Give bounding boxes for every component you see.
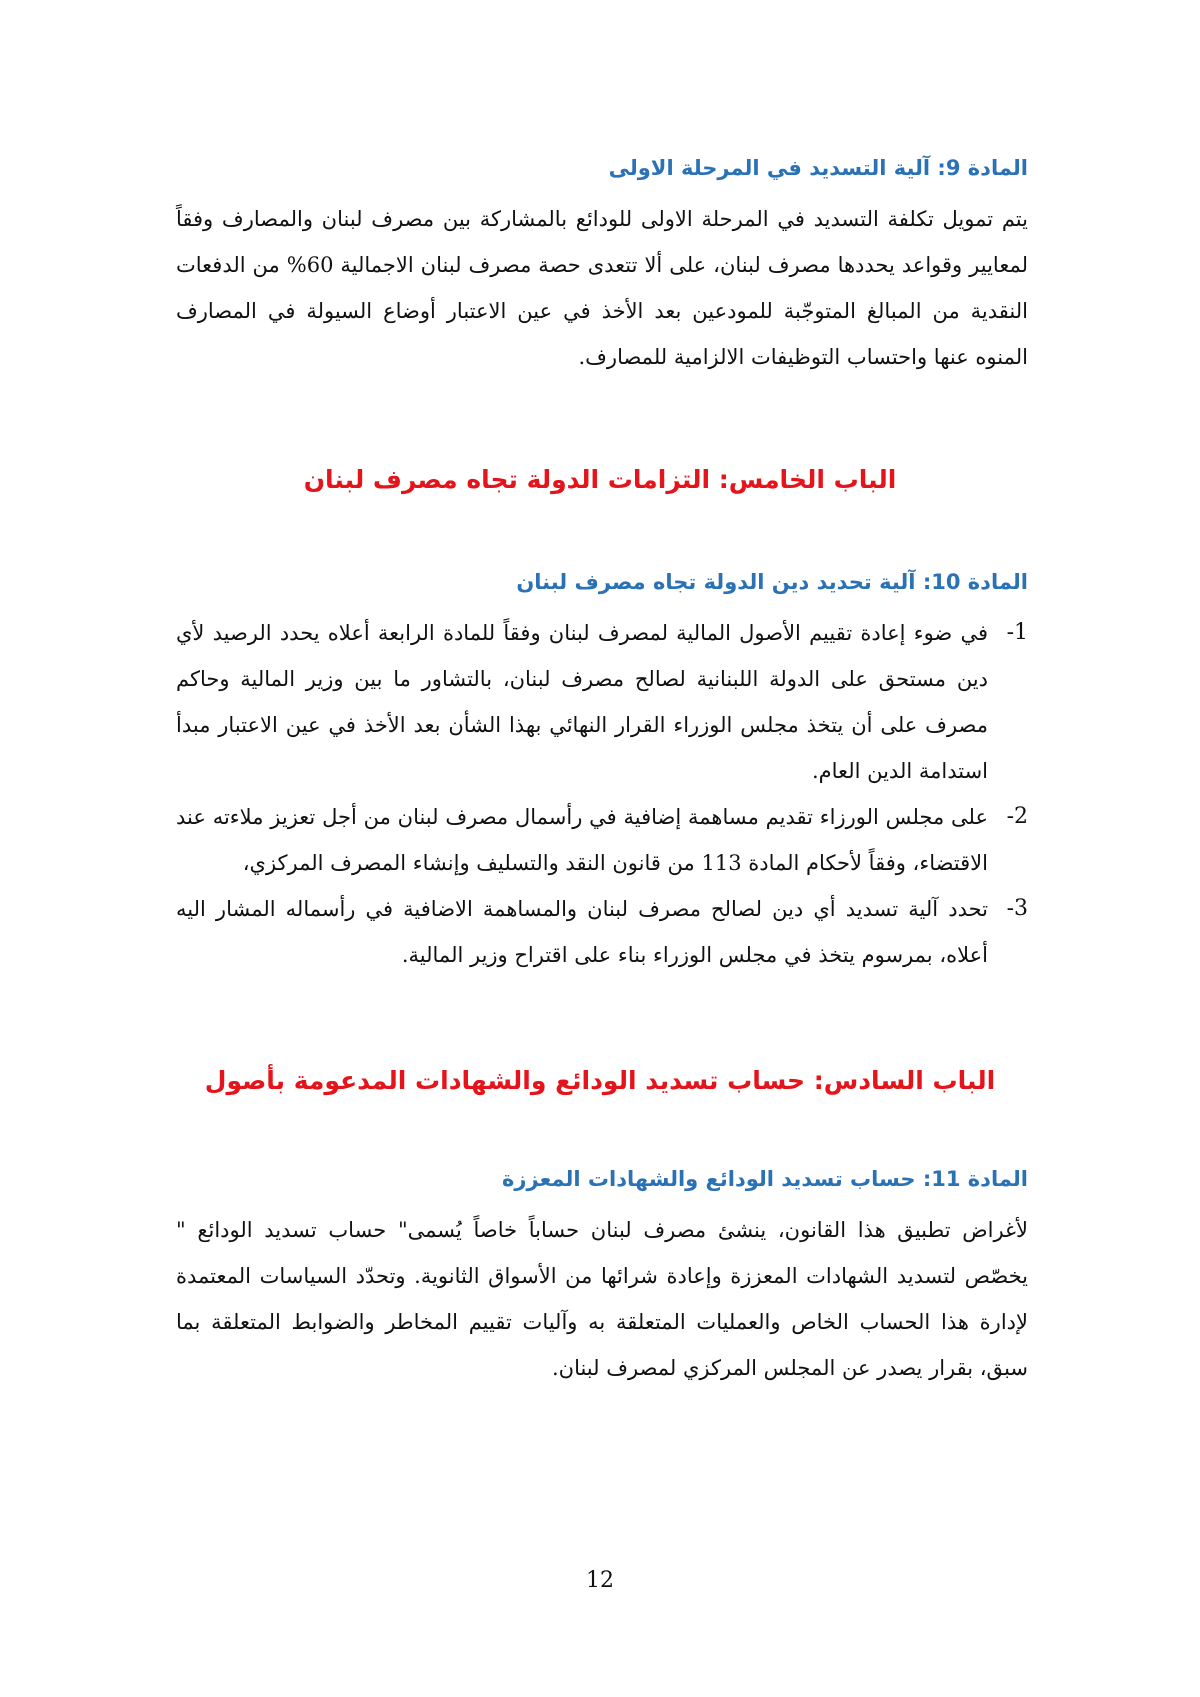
article-9-body-block <box>176 196 1028 380</box>
list-item <box>176 886 1028 978</box>
article-10-title: المادة 10: آلية تحديد دين الدولة تجاه مصرف لبنان <box>516 570 1028 594</box>
list-item-text: تحدد آلية تسديد أي دين لصالح مصرف لبنان والمساهمة الاضافية في رأسماله المشار اليه أعلاه، بمرسوم يتخذ في مجلس الوزراء بناء على اقتراح وزير المالية. <box>176 897 988 967</box>
list-item-number: 2- <box>1006 804 1028 829</box>
article-11-body: لأغراض تطبيق هذا القانون، ينشئ مصرف لبنان حساباً خاصاً يُسمى" حساب تسديد الودائع " يخصّص لتسديد الشهادات المعززة وإعادة شرائها من الأسواق الثانوية. وتحدّد السياسات المعتمدة لإدارة هذا الحساب الخاص والعمليات المتعلقة به وآليات تقييم المخاطر والضوابط المتعلقة بما سبق، بقرار يصدر عن المجلس المركزي لمصرف لبنان. <box>176 1218 1028 1380</box>
list-item <box>176 610 1028 794</box>
list-item-number: 1- <box>1006 620 1028 645</box>
article-11-title: المادة 11: حساب تسديد الودائع والشهادات المعززة <box>502 1167 1028 1191</box>
chapter-6-title: الباب السادس: حساب تسديد الودائع والشهادات المدعومة بأصول <box>204 1066 996 1095</box>
page-number: 12 <box>586 1568 614 1593</box>
list-item-text: على مجلس الورزاء تقديم مساهمة إضافية في رأسمال مصرف لبنان من أجل تعزيز ملاءته عند الاقتضاء، وفقاً لأحكام المادة 113 من قانون النقد والتسليف وإنشاء المصرف المركزي، <box>176 805 988 875</box>
article-11-body-block <box>176 1207 1028 1391</box>
article-9-title: المادة 9: آلية التسديد في المرحلة الاولى <box>608 156 1028 180</box>
list-item-number: 3- <box>1006 896 1028 921</box>
chapter-5-title: الباب الخامس: التزامات الدولة تجاه مصرف لبنان <box>303 465 897 494</box>
article-10-list <box>176 610 1028 978</box>
list-item <box>176 794 1028 886</box>
article-9-body: يتم تمويل تكلفة التسديد في المرحلة الاولى للودائع بالمشاركة بين مصرف لبنان والمصارف وفقاً لمعايير وقواعد يحددها مصرف لبنان، على ألا تتعدى حصة مصرف لبنان الاجمالية 60% من الدفعات النقدية من المبالغ المتوجّبة للمودعين بعد الأخذ في عين الاعتبار أوضاع السيولة في المصارف المنوه عنها واحتساب التوظيفات الالزامية للمصارف. <box>176 207 1028 369</box>
article-10-list-block <box>176 610 1028 978</box>
list-item-text: في ضوء إعادة تقييم الأصول المالية لمصرف لبنان وفقاً للمادة الرابعة أعلاه يحدد الرصيد لأي دين مستحق على الدولة اللبنانية لصالح مصرف لبنان، بالتشاور ما بين وزير المالية وحاكم مصرف على أن يتخذ مجلس الوزراء القرار النهائي بهذا الشأن بعد الأخذ في عين الاعتبار مبدأ استدامة الدين العام. <box>176 621 988 783</box>
